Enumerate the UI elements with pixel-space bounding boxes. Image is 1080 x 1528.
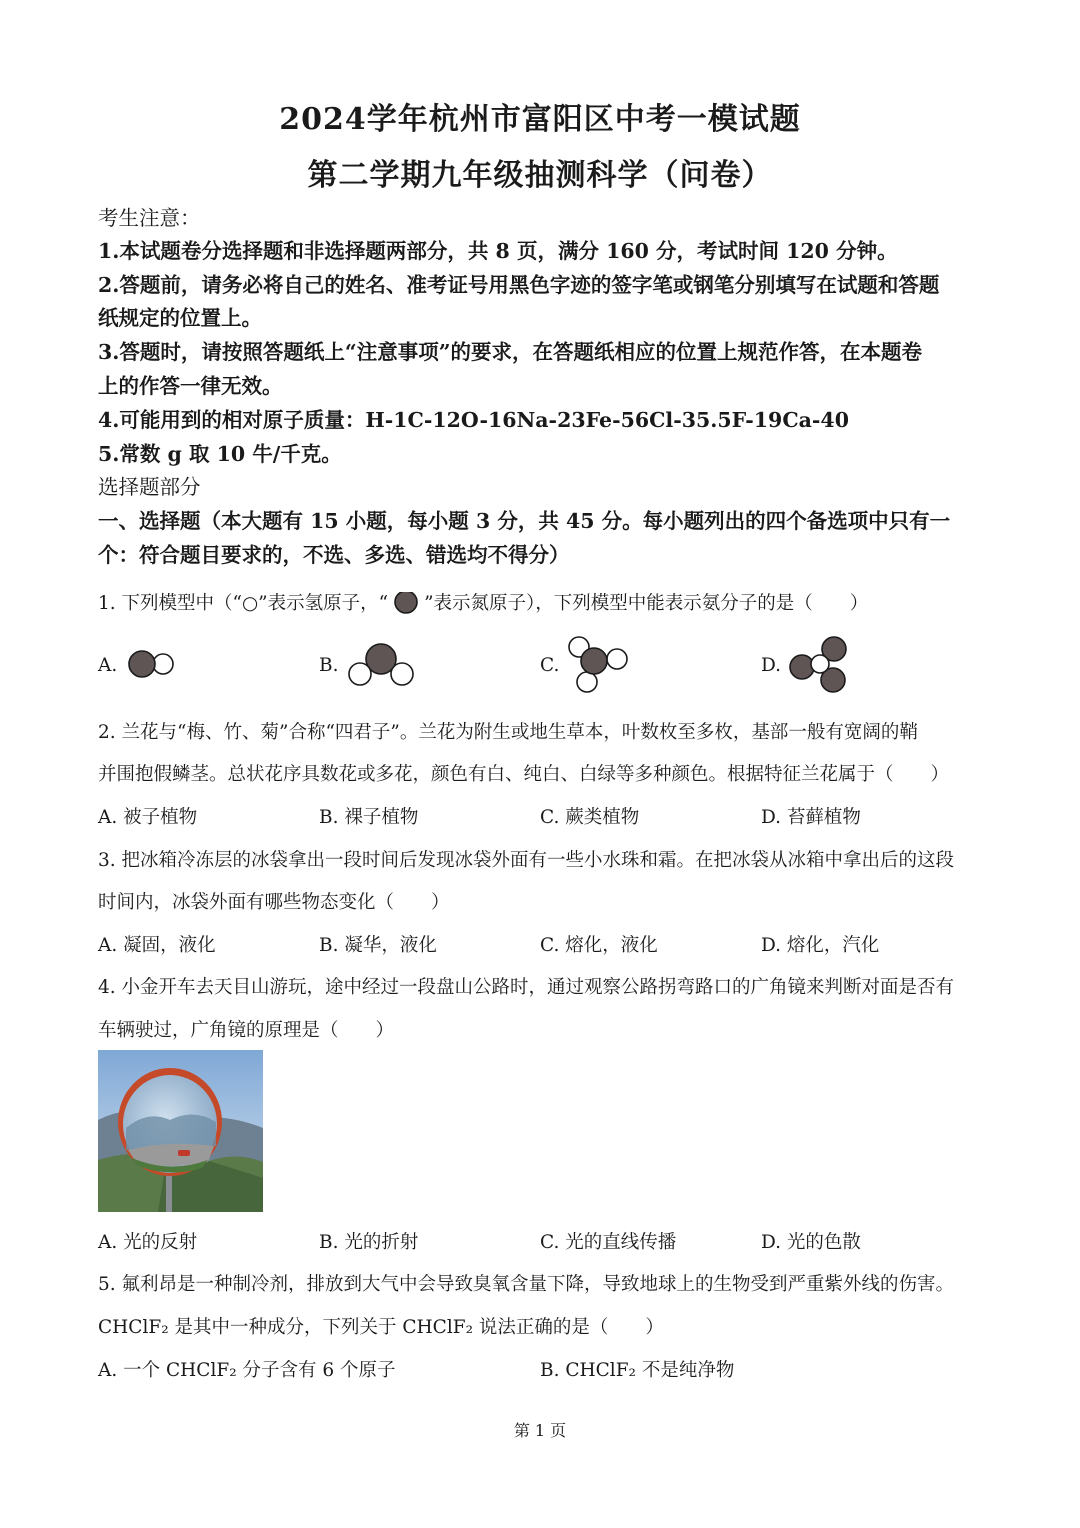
question-3-option-d: D. 熔化，汽化 [761,935,880,956]
question-3-option-a: A. 凝固，液化 [98,935,216,956]
question-4-stem: 4. 小金开车去天目山游玩，途中经过一段盘山公路时，通过观察公路拐弯路口的广角镜来判断对面是否有 [98,977,955,998]
question-1-option-d: D. [761,655,782,676]
question-2-option-b: B. 裸子植物 [319,807,419,828]
question-1-stem-part-a: 1. 下列模型中（“○”表示氢原子，“ [98,593,389,614]
convex-mirror-photo [98,1050,263,1212]
question-5-stem: CHClF₂ 是其中一种成分，下列关于 CHClF₂ 说法正确的是（ ） [98,1317,664,1338]
question-4-option-c: C. 光的直线传播 [540,1232,677,1253]
question-3-option-b: B. 凝华，液化 [319,935,437,956]
page-number: 第 1 页 [513,1421,567,1440]
question-4-option-d: D. 光的色散 [761,1232,861,1253]
question-1-option-c: C. [540,655,560,676]
molecule-model-a-icon [126,648,178,680]
notice-item: 3.答题时，请按照答题纸上“注意事项”的要求，在答题纸相应的位置上规范作答，在本题卷 [98,340,922,364]
question-1-stem-part-b: ”表示氮原子），下列模型中能表示氨分子的是（ ） [424,593,869,614]
question-2-stem: 并围抱假鳞茎。总状花序具数花或多花，颜色有白、纯白、白绿等多种颜色。根据特征兰花属于（ ） [98,764,950,785]
question-5-option-b: B. CHClF₂ 不是纯净物 [540,1360,735,1381]
molecule-model-b-icon [345,640,417,688]
question-2-option-c: C. 蕨类植物 [540,807,640,828]
section-heading: 个：符合题目要求的，不选、多选、错选均不得分） [98,543,570,567]
notice-item: 4.可能用到的相对原子质量：H-1C-12O-16Na-23Fe-56Cl-35.5F-19Ca-40 [98,408,849,432]
exam-title: 2024学年杭州市富阳区中考一模试题 [279,102,801,137]
section-part-label: 选择题部分 [98,475,201,499]
question-1-option-b: B. [319,655,339,676]
notice-item: 1.本试题卷分选择题和非选择题两部分，共 8 页，满分 160 分，考试时间 120 分钟。 [98,239,898,263]
notice-item: 上的作答一律无效。 [98,374,283,398]
question-1-stem [98,589,988,616]
question-5-option-a: A. 一个 CHClF₂ 分子含有 6 个原子 [98,1360,396,1381]
section-heading: 一、选择题（本大题有 15 小题，每小题 3 分，共 45 分。每小题列出的四个备选项中只有一 [98,509,951,533]
question-5-stem: 5. 氟利昂是一种制冷剂，排放到大气中会导致臭氧含量下降，导致地球上的生物受到严重紫外线的伤害。 [98,1274,955,1295]
notice-item: 5.常数 g 取 10 牛/千克。 [98,442,342,466]
question-3-stem: 3. 把冰箱冷冻层的冰袋拿出一段时间后发现冰袋外面有一些小水珠和霜。在把冰袋从冰箱中拿出后的这段 [98,850,955,871]
question-3-option-c: C. 熔化，液化 [540,935,658,956]
notice-item: 纸规定的位置上。 [98,306,262,330]
question-4-option-a: A. 光的反射 [98,1232,198,1253]
question-3-stem: 时间内，冰袋外面有哪些物态变化（ ） [98,892,450,913]
question-4-stem: 车辆驶过，广角镜的原理是（ ） [98,1020,395,1041]
molecule-model-c-icon [566,634,630,694]
question-2-option-a: A. 被子植物 [98,807,198,828]
question-2-option-d: D. 苔藓植物 [761,807,861,828]
question-2-stem: 2. 兰花与“梅、竹、菊”合称“四君子”。兰花为附生或地生草本，叶数枚至多枚，基部一般有宽阔的鞘 [98,722,918,743]
notice-item: 2.答题前，请务必将自己的姓名、准考证号用黑色字迹的签字笔或钢笔分别填写在试题和答题 [98,273,940,297]
nitrogen-atom-icon [389,592,423,616]
question-1-option-a: A. [98,655,118,676]
notice-heading: 考生注意： [98,206,201,230]
molecule-model-d-icon [787,634,851,694]
question-4-option-b: B. 光的折射 [319,1232,419,1253]
exam-subtitle: 第二学期九年级抽测科学（问卷） [307,158,773,193]
